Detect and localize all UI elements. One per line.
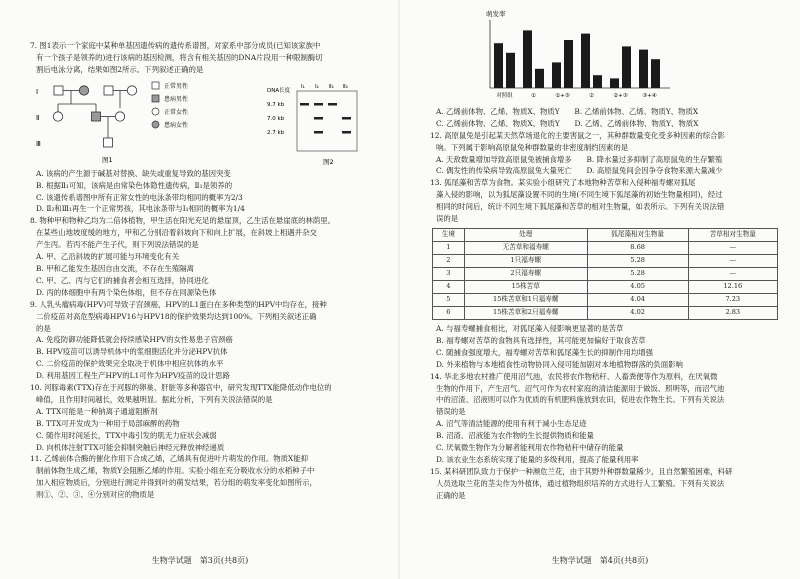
- q7-options: [30, 168, 385, 216]
- table-cell: 7.23: [688, 293, 777, 306]
- category-label: ②+③: [613, 93, 628, 99]
- table-row: [433, 241, 778, 254]
- q9: [30, 299, 385, 382]
- i1-male-normal: [54, 86, 63, 95]
- page-footer: 生物学试题 第4页(共8页): [551, 556, 649, 565]
- table-cell: 6: [433, 306, 465, 319]
- category-label: ③+④: [642, 93, 657, 99]
- lane-label: Ⅱ₂: [343, 83, 348, 90]
- gel-band: [314, 117, 323, 120]
- q11-options: [430, 106, 785, 130]
- category-label: ②: [589, 93, 594, 99]
- text-line: 制前体物生成乙烯，物质Y会阻断乙烯的作用。实验小组在充分吸收水分的水稻种子中: [36, 466, 315, 476]
- option: A. 乙烯前体物、乙烯、物质X、物质Y B. 乙烯前体物、乙烯、物质Y、物质X: [436, 106, 699, 116]
- text-line: 中的沼渣、沼液则可以作为优质的有机肥料施放到农田，促进农作物生长。下列有关说法: [436, 395, 725, 405]
- gel-band: [328, 103, 337, 106]
- table-row: [433, 293, 778, 306]
- option: D. 该农业生态系统实现了能量的多级利用，提高了能量利用率: [436, 454, 639, 464]
- ii1-female-normal: [53, 112, 62, 121]
- i4-female-normal: [127, 86, 136, 95]
- size-label: 7.0 kb: [267, 115, 285, 122]
- q14: [430, 371, 785, 466]
- table-cell: —: [688, 241, 777, 254]
- table-row: [433, 267, 778, 280]
- text-line: 人员选取兰花的茎尖作为外植体，通过植物组织培养的方式进行人工繁殖。下列有关说法: [436, 478, 725, 488]
- option: A. 甲、乙沿斜坡的扩展可能与环境变化有关: [36, 252, 180, 262]
- page-4: [400, 0, 800, 579]
- text-line: 15. 某科研团队致力于保护一种濒危兰花，由于其野外种群数量稀少，且自然繁殖困难，科研: [430, 466, 733, 476]
- option: D. Ⅱ₂和Ⅲ₁再生一个正常男孩，其电泳条带与Ⅰ₁相同的概率为1/4: [36, 204, 245, 214]
- legend-label: 正常男性: [164, 82, 189, 90]
- option: D. 丙的体细胞中有两个染色体组，但不存在同源染色体: [36, 287, 217, 297]
- lane-label: Ⅰ₁: [301, 83, 305, 90]
- y-axis-label: 萌发率: [486, 10, 506, 18]
- gen-3-label: Ⅲ: [36, 139, 41, 148]
- bar-1-0: [523, 30, 532, 88]
- q12: [430, 130, 785, 178]
- q8: [30, 215, 385, 298]
- text-line: 产生丙。若丙不能产生子代，则下列说法错误的是: [36, 240, 199, 250]
- option: D. 外来植物与本地植食性动物协同入侵可能加剧对本地植物群落的负面影响: [436, 359, 683, 369]
- gel-electrophoresis: [265, 82, 365, 168]
- figure-2-caption: 图2: [323, 157, 334, 166]
- option: B. HPV疫苗可以诱导机体中的浆细胞活化并分泌HPV抗体: [36, 347, 228, 357]
- table-cell: 4.04: [587, 293, 688, 306]
- option: A. 与福寿螺捕食相比，对狐尾藻入侵影响更显著的是苦草: [436, 323, 624, 333]
- option: C. 甲、乙、丙与它们的捕食者会相互选择，协同进化: [36, 275, 209, 285]
- text-line: 则①、②、③、④分别对应的物质是: [36, 490, 155, 500]
- table-cell: 2.83: [688, 306, 777, 319]
- legend-female-affected-icon: [152, 121, 159, 128]
- option: C. 乙烯前体物、乙烯、物质X、物质Y D. 乙烯、乙烯前体物、物质Y、物质X: [436, 118, 699, 128]
- table-cell: 无苦草和福寿螺: [464, 241, 587, 254]
- text-line: 错误的是: [436, 407, 466, 417]
- text-line: 12. 高原鼠兔是引起某天然草场退化的主要害鼠之一，其种群数量变化受多种因素的综合影: [430, 130, 725, 140]
- option: B. TTX可开发成为一种用于局部麻醉的药物: [36, 418, 180, 428]
- iii1-male-normal: [104, 138, 113, 147]
- text-line: 11. 乙烯前体合酶的催化作用下合成乙烯，乙烯具有促进叶片萌发的作用。物质X能抑: [30, 454, 309, 464]
- option: B. 沼渣、沼液能为农作物的生长提供物质和能量: [436, 431, 594, 441]
- text-line: 相同的时间后，统计不同生境下狐尾藻和苦草的相对生物量，如表所示。下列有关说法错: [436, 202, 725, 212]
- q7-figure: [30, 76, 385, 168]
- table-row: [433, 280, 778, 293]
- legend-female-normal-icon: [152, 108, 159, 115]
- column-header: 处理: [464, 228, 587, 241]
- text-line: 14. 华北多地农村推广使用沼气池，农民将农作物秸秆、人畜粪便等作为原料，在厌氧微: [430, 371, 718, 381]
- category-label: ①+③: [555, 93, 570, 99]
- gel-header: DNA长度: [267, 87, 291, 94]
- gen-2-label: Ⅱ: [36, 113, 40, 122]
- text-line: 10. 河豚毒素(TTX)存在于河豚的卵巢、肝脏等多种器官中，研究发现TTX能降低动作电位的: [30, 383, 332, 393]
- gel-band: [342, 117, 351, 120]
- bar-2-1: [564, 40, 573, 88]
- bar-2-0: [552, 62, 561, 88]
- text-line: 的是: [36, 323, 51, 333]
- ii2-male-affected: [92, 112, 101, 121]
- legend-male-affected-icon: [152, 95, 159, 102]
- figure-1-caption: 图1: [102, 155, 113, 164]
- text-line: 响。下列属于影响高原鼠兔种群数量的非密度制约因素的是: [436, 142, 629, 152]
- page-footer: 生物学试题 第3页(共8页): [151, 556, 249, 565]
- text-line: 有一个孩子是领养的)进行该病的基因检测，将含有相关基因的DNA片段用一种限制酶切: [36, 52, 323, 62]
- bar-4-1: [622, 46, 631, 88]
- gel-band: [342, 131, 351, 134]
- text-line: 9. 人乳头瘤病毒(HPV)可导致子宫颈癌，HPV的L1蛋白在多种类型的HPV中均存在，接种: [30, 299, 327, 309]
- i2-female-affected: [79, 86, 88, 95]
- table-cell: 15株苦草和1只福寿螺: [464, 293, 587, 306]
- option: C. 偶发性的传染病导致高原鼠兔大量死亡 D. 高原鼠兔间会因争夺食物来源大量减少: [436, 166, 723, 176]
- text-line: 误的是: [436, 214, 459, 224]
- ii3-female-normal: [115, 112, 124, 121]
- table-cell: 4.02: [587, 306, 688, 319]
- option: B. 福寿螺对苦草的食物具有选择性，其可能更加偏好于取食苦草: [436, 335, 646, 345]
- pedigree-chart: [30, 76, 260, 168]
- text-line: 7. 图1表示一个家庭中某种单基因遗传病的遗传系谱图，对家系中部分成员(已知该家族中: [30, 41, 321, 50]
- legend-label: 正常女性: [164, 108, 189, 116]
- germination-bar-chart: [430, 6, 785, 102]
- text-line: 正确的是: [436, 490, 466, 500]
- bar-0-1: [506, 53, 515, 88]
- text-line: 13. 狐尾藻和苦草为食物。某实验小组研究了本地物种苦草和入侵种福寿螺对狐尾: [430, 178, 696, 188]
- text-line: 加入相应物质后，分别进行测定并得到叶的萌发结果，若分组的萌发率变化如图所示，: [36, 478, 317, 488]
- right-column: [430, 6, 785, 502]
- table-cell: —: [688, 254, 777, 267]
- table-cell: 8.68: [587, 241, 688, 254]
- bar-5-1: [651, 59, 660, 88]
- table-cell: 4.05: [587, 280, 688, 293]
- option: C. 厌氧微生物作为分解者能利用农作物秸秆中储存的能量: [436, 443, 624, 453]
- table-cell: 2: [433, 254, 465, 267]
- q11: [30, 453, 385, 501]
- category-label: ①: [531, 93, 536, 99]
- table-cell: 12.16: [688, 280, 777, 293]
- option: B. 甲和乙能发生基因自由交流，不存在生殖隔离: [36, 263, 194, 273]
- bar-5-0: [639, 50, 648, 88]
- left-column: [30, 40, 385, 501]
- table-cell: 15株苦草: [464, 280, 587, 293]
- text-line: 割后电泳分离，结果如图2所示。下列叙述正确的是: [36, 64, 204, 74]
- q10: [30, 382, 385, 453]
- lane-label: Ⅰ₂: [315, 83, 319, 90]
- table-cell: 1: [433, 241, 465, 254]
- option: C. 随捕食强度增大，福寿螺对苦草和狐尾藻生长的抑制作用均增强: [436, 347, 654, 357]
- table-cell: 3: [433, 267, 465, 280]
- bar-3-0: [581, 34, 590, 88]
- legend-label: 患病男性: [164, 95, 189, 103]
- size-label: 2.7 kb: [267, 129, 285, 136]
- q7-stem: [30, 40, 385, 76]
- option: C. 随作用时间延长，TTX中毒引发的肌无力症状会减弱: [36, 430, 217, 440]
- i3-male-normal: [104, 86, 113, 95]
- gel-band: [300, 103, 309, 106]
- table-cell: 15株苦草和2只福寿螺: [464, 306, 587, 319]
- option: A. 天敌数量增加导致高原鼠兔被捕食增多 B. 降水量过多抑制了高原鼠兔的生存繁殖: [436, 154, 723, 164]
- text-line: 8. 物种甲和物种乙均为二倍体植物，甲生活在阳光充足的悬崖顶，乙生活在悬崖底的林荫里。: [30, 216, 336, 226]
- gen-1-label: Ⅰ: [36, 87, 39, 96]
- table-row: [433, 254, 778, 267]
- text-line: 生物的作用下，产生沼气。沼气可作为农村家庭的清洁能源用于做饭、照明等，而沼气池: [436, 383, 725, 393]
- q15: [430, 466, 785, 502]
- table-cell: 2只福寿螺: [464, 267, 587, 280]
- option: B. 根据Ⅱ₁可知，该病是由常染色体隐性遗传病，Ⅱ₁是领养的: [36, 180, 233, 190]
- table-cell: —: [688, 267, 777, 280]
- column-header: 生境: [433, 228, 465, 241]
- option: A. 免疫防御功能降低就会持续感染HPV的女性易患子宫颈癌: [36, 335, 233, 345]
- table-cell: 5.28: [587, 267, 688, 280]
- table-cell: 5.28: [587, 254, 688, 267]
- option: C. 该遗传系谱图中所有正常女性的电泳条带均相同的概率为2/3: [36, 192, 243, 202]
- text-line: 峰值，且作用时间越长，效果越明显。据此分析，下列有关说法错误的是: [36, 394, 273, 404]
- lane-label: Ⅱ₁: [329, 83, 334, 90]
- table-cell: 4: [433, 280, 465, 293]
- size-label: 9.7 kb: [267, 101, 285, 108]
- gel-band: [314, 103, 323, 106]
- text-line: 二价疫苗对高危型病毒HPV16与HPV18的保护效果均达到100%。下列相关叙述正确: [36, 311, 317, 321]
- option: A. 该病的产生源于碱基对替换、缺失或重复导致的基因突变: [36, 168, 231, 178]
- bar-0-0: [494, 43, 503, 88]
- column-header: 狐尾藻相对生物量: [587, 228, 688, 241]
- table-cell: 5: [433, 293, 465, 306]
- gel-band: [314, 131, 323, 134]
- bar-4-0: [610, 78, 619, 88]
- bar-1-1: [535, 69, 544, 88]
- option: A. 沼气等清洁能源的使用有利于减小生态足迹: [436, 419, 587, 429]
- option: D. 利用基因工程生产HPV的L1可作为HPV疫苗的设计思路: [36, 371, 230, 381]
- table-cell: 1只福寿螺: [464, 254, 587, 267]
- legend-male-normal-icon: [152, 82, 159, 89]
- biomass-table: [432, 228, 778, 320]
- column-header: 苦草相对生物量: [688, 228, 777, 241]
- category-label: 对照组: [496, 93, 513, 99]
- q13: [430, 177, 785, 370]
- option: C. 二价疫苗的保护效果完全取决于机体中相应抗体的水平: [36, 359, 224, 369]
- option: A. TTX可能是一种钠离子通道阻断剂: [36, 406, 158, 416]
- legend-label: 患病女性: [164, 121, 189, 129]
- bar-3-1: [593, 75, 602, 88]
- text-line: 在某些山地坡度缓的地方，甲和乙分别沿着斜坡向下和向上扩展，在斜坡上相遇并杂交: [36, 228, 317, 238]
- table-row: [433, 306, 778, 319]
- text-line: 藻入侵的影响，以为狐尾藻设置不同的生境(不同生境下狐尾藻的初始生物量相同)，经过: [436, 190, 723, 200]
- option: D. 向机体注射TTX可能会抑制突触后神经元释放神经递质: [36, 442, 225, 452]
- table-header-row: [433, 228, 778, 241]
